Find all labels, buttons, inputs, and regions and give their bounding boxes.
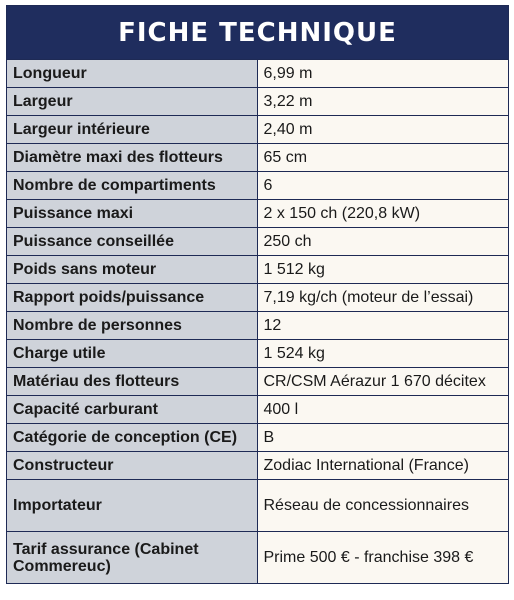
table-row: [7, 480, 508, 532]
row-value: 2,40 m: [257, 116, 508, 144]
row-label: Nombre de personnes: [7, 312, 257, 340]
table-row: [7, 396, 508, 424]
table-row: [7, 368, 508, 396]
row-label: Puissance maxi: [7, 200, 257, 228]
sheet-title: FICHE TECHNIQUE: [7, 6, 508, 59]
row-label: Importateur: [7, 480, 257, 532]
table-row: [7, 284, 508, 312]
row-label: Poids sans moteur: [7, 256, 257, 284]
row-label: Puissance conseillée: [7, 228, 257, 256]
row-value: B: [257, 424, 508, 452]
row-value: Zodiac International (France): [257, 452, 508, 480]
row-label: Diamètre maxi des flotteurs: [7, 144, 257, 172]
row-value: 1 524 kg: [257, 340, 508, 368]
row-label: Rapport poids/puissance: [7, 284, 257, 312]
row-label: Charge utile: [7, 340, 257, 368]
row-value: Prime 500 € - franchise 398 €: [257, 532, 508, 584]
row-label: Tarif assurance (Cabinet Commereuc): [7, 532, 257, 584]
table-row: [7, 256, 508, 284]
table-row: [7, 172, 508, 200]
table-row: [7, 532, 508, 584]
row-label: Matériau des flotteurs: [7, 368, 257, 396]
table-row: [7, 200, 508, 228]
table-row: [7, 116, 508, 144]
row-label: Constructeur: [7, 452, 257, 480]
table-row: [7, 88, 508, 116]
table-row: [7, 60, 508, 88]
row-value: CR/CSM Aérazur 1 670 décitex: [257, 368, 508, 396]
row-value: 6,99 m: [257, 60, 508, 88]
row-value: 7,19 kg/ch (moteur de l’essai): [257, 284, 508, 312]
row-value: 2 x 150 ch (220,8 kW): [257, 200, 508, 228]
row-label: Capacité carburant: [7, 396, 257, 424]
row-value: 12: [257, 312, 508, 340]
row-label: Longueur: [7, 60, 257, 88]
spec-table: [7, 59, 508, 583]
table-row: [7, 312, 508, 340]
table-row: [7, 424, 508, 452]
spec-sheet: [6, 5, 509, 584]
row-value: 250 ch: [257, 228, 508, 256]
row-value: 3,22 m: [257, 88, 508, 116]
row-value: 1 512 kg: [257, 256, 508, 284]
row-value: 400 l: [257, 396, 508, 424]
row-label: Catégorie de conception (CE): [7, 424, 257, 452]
row-label: Nombre de compartiments: [7, 172, 257, 200]
row-label: Largeur: [7, 88, 257, 116]
row-value: 65 cm: [257, 144, 508, 172]
row-value: 6: [257, 172, 508, 200]
row-label: Largeur intérieure: [7, 116, 257, 144]
table-row: [7, 144, 508, 172]
row-value: Réseau de concessionnaires: [257, 480, 508, 532]
table-row: [7, 340, 508, 368]
table-row: [7, 452, 508, 480]
table-row: [7, 228, 508, 256]
